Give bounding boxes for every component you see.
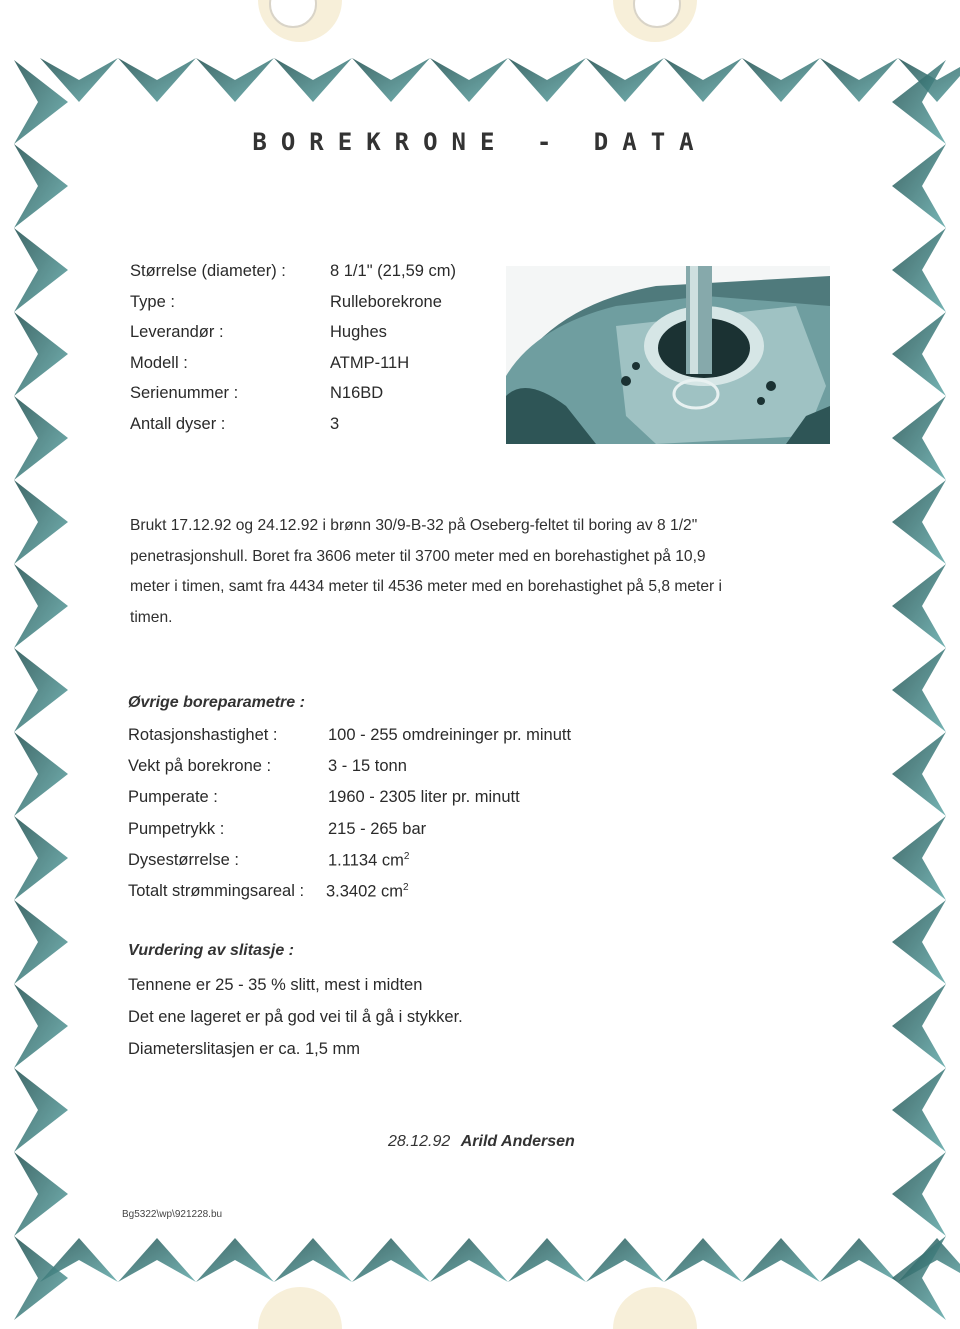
border-triangle [14,312,68,396]
border-triangle [508,58,586,102]
param-value: 100 - 255 omdreininger pr. minutt [328,726,572,744]
spec-value: 3 [330,414,340,433]
param-row [128,788,688,819]
border-triangle [118,58,196,102]
spec-value: Hughes [330,323,387,342]
border-left [14,60,68,1320]
border-triangle [664,1238,742,1282]
border-triangle [14,1236,68,1320]
border-triangle [820,58,898,102]
border-triangle [352,58,430,102]
param-value: 1960 - 2305 liter pr. minutt [328,788,520,807]
drill-bit-photo [506,266,830,444]
border-triangle [742,1238,820,1282]
border-triangle [352,1238,430,1282]
param-value-text: 1.1134 cm [328,851,404,870]
file-reference: Bg5322\wp\921228.bu [122,1209,223,1220]
wear-line: Det ene lageret er på god vei til å gå i stykker. [128,1007,463,1026]
border-triangle [14,1068,68,1152]
drilling-parameters [128,694,688,913]
usage-line: meter i timen, samt fra 4434 meter til 4536 meter med en borehastighet på 5,8 meter i [130,578,722,595]
param-value [326,882,409,902]
border-triangle [14,396,68,480]
spec-value: 8 1/1" (21,59 cm) [330,262,456,280]
border-triangle [14,144,68,228]
param-label: Pumpetrykk : [128,819,225,838]
border-triangle [892,480,946,564]
unit-exponent: 2 [403,850,410,862]
wear-assessment [128,942,728,1071]
border-triangle [892,144,946,228]
spec-row [130,415,510,446]
border-triangle [14,480,68,564]
border-triangle [586,58,664,102]
border-triangle [196,1238,274,1282]
page-title: BOREKRONE - DATA [252,128,708,156]
border-triangle [892,1152,946,1236]
wear-line: Tennene er 25 - 35 % slitt, mest i midten [128,976,423,994]
border-triangle [892,228,946,312]
spec-label: Type : [130,292,175,311]
spec-row [130,293,510,324]
param-label: Dysestørrelse : [128,850,239,869]
border-triangle [14,900,68,984]
border-triangle [892,732,946,816]
border-triangle [892,1236,946,1320]
param-row [128,820,688,851]
param-row [128,851,688,882]
border-triangle [14,816,68,900]
spec-row [130,323,510,354]
param-value: 215 - 265 bar [328,819,427,838]
usage-line: timen. [130,608,173,626]
param-row [128,726,688,757]
border-triangle [820,1238,898,1282]
wear-heading: Vurdering av slitasje : [128,942,294,959]
border-top [40,58,960,102]
border-triangle [892,648,946,732]
border-triangle [14,984,68,1068]
border-bottom [40,1238,960,1282]
border-triangle [892,396,946,480]
border-triangle [274,58,352,102]
param-label: Vekt på borekrone : [128,757,272,776]
spec-row [130,384,510,415]
spec-label: Leverandør : [130,323,224,342]
spec-label: Antall dyser : [130,414,226,433]
border-triangle [892,984,946,1068]
border-triangle [892,900,946,984]
spec-value: ATMP-11H [330,353,410,372]
param-row [128,882,688,913]
border-triangle [892,312,946,396]
border-triangle [274,1238,352,1282]
border-triangle [430,58,508,102]
param-label: Rotasjonshastighet : [128,726,278,744]
spec-value: N16BD [330,384,384,403]
border-triangle [508,1238,586,1282]
spec-row [130,262,510,293]
signature-date: 28.12.92 [388,1133,451,1150]
usage-line: Brukt 17.12.92 og 24.12.92 i brønn 30/9-B-32 på Oseberg-feltet til boring av 8 1/2" [130,517,698,534]
usage-paragraph [130,511,842,633]
wear-line: Diameterslitasjen er ca. 1,5 mm [128,1039,360,1058]
param-value-text: 3.3402 cm [326,882,404,901]
border-triangle [14,732,68,816]
unit-exponent: 2 [403,881,409,893]
spec-list [130,262,510,446]
spec-row [130,354,510,385]
param-label: Totalt strømmingsareal : [128,881,305,900]
param-row [128,757,688,788]
border-triangle [196,58,274,102]
spec-label: Serienummer : [130,384,239,403]
border-triangle [14,564,68,648]
border-triangle [118,1238,196,1282]
spec-label: Størrelse (diameter) : [130,262,286,280]
border-triangle [892,816,946,900]
border-triangle [742,58,820,102]
param-value: 3 - 15 tonn [328,757,407,776]
usage-line: penetrasjonshull. Boret fra 3606 meter til 3700 meter med en borehastighet på 10,9 [130,547,706,565]
spec-label: Modell : [130,353,188,372]
border-triangle [430,1238,508,1282]
border-triangle [892,564,946,648]
signature [388,1133,575,1151]
spec-value: Rulleborekrone [330,292,442,311]
param-value [328,851,409,871]
border-right [892,60,946,1320]
border-triangle [14,1152,68,1236]
params-heading: Øvrige boreparametre : [128,694,305,711]
border-triangle [664,58,742,102]
border-triangle [586,1238,664,1282]
border-triangle [14,648,68,732]
signature-name: Arild Andersen [460,1133,575,1150]
border-triangle [14,228,68,312]
param-label: Pumperate : [128,788,218,807]
border-triangle [892,1068,946,1152]
